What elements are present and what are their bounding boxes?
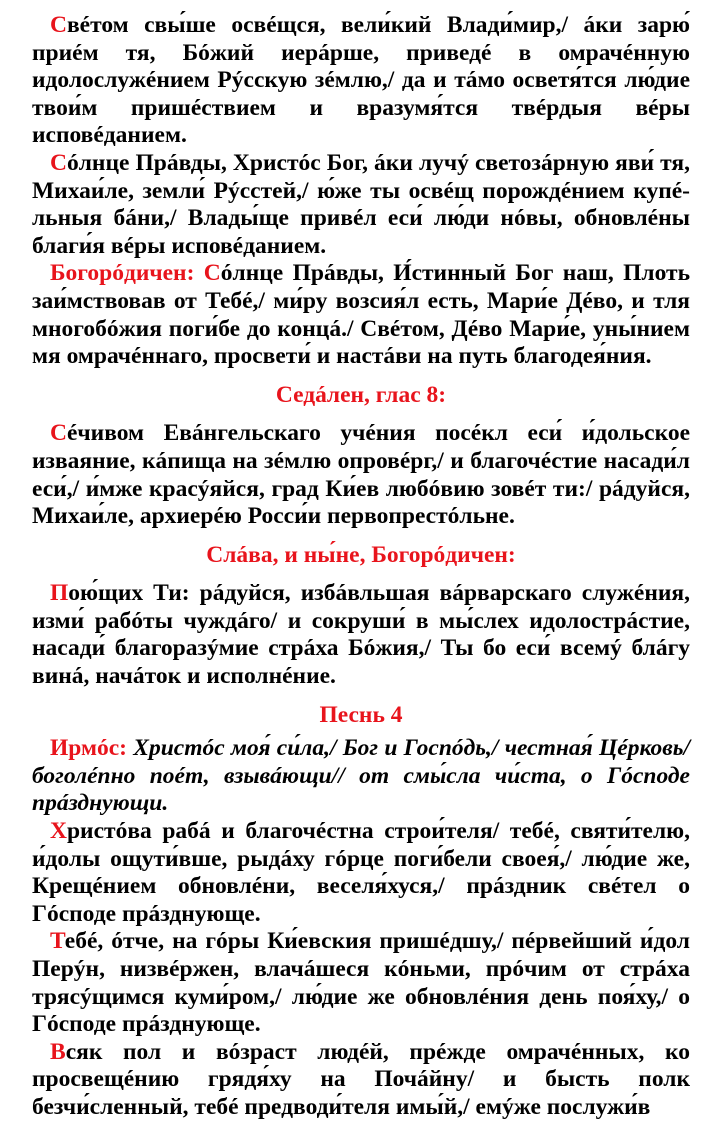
drop-initial: С	[50, 149, 67, 176]
paragraph-text: óлнце Прáвды, Христóс Бог, áки лучý светозáрную яви́ тя, Михаи́ле, земли́ Рýсстей,/ ю́же ты освéщ порождéнием купéльныя бáни,/ Влады́ще привéл еси́ лю́ди нóвы, обновлéны благи́я вéры исповéданием.	[32, 149, 690, 259]
paragraph-troparion-1	[32, 818, 690, 928]
rubric-label: Богорóдичен:	[50, 260, 195, 287]
drop-initial: Х	[50, 818, 67, 845]
section-heading-sedalen: Седáлен, глас 8:	[275, 381, 447, 408]
drop-initial: Т	[50, 928, 65, 955]
paragraph-troparion-2	[32, 928, 690, 1038]
paragraph-glory	[32, 580, 690, 690]
drop-initial: П	[50, 580, 69, 607]
paragraph-irmos	[32, 735, 690, 818]
irmos-text: Христóс моя́ си́ла,/ Бог и Госпóдь,/ честная́ Цéрковь/ боголéпно поéт, взывáющи// от смы́сла чи́ста, о Гóсподе прáзднующи.	[32, 735, 690, 817]
paragraph-theotokion	[32, 260, 690, 370]
drop-initial: С	[50, 420, 67, 447]
paragraph-text: ристóва рабá и благочéстна строи́теля/ тебé, святи́телю, и́долы ощути́вше, рыдáху гóрце поги́бели своея́,/ лю́дие же, Крещéнием обновлéни, веселя́хуся,/ прáздник свéтел о Гóсподе прáзднующе.	[32, 818, 690, 927]
drop-initial: С	[50, 12, 67, 38]
paragraph-sedalen	[32, 420, 690, 530]
rubric-label: Ирмóс:	[50, 735, 128, 762]
section-heading-glory: Слáва, и ны́не, Богорóдичен:	[206, 541, 516, 568]
paragraph-text: óлнце Прáвды, И́стинный Бог наш, Плоть заи́мствовав от Тебé,/ ми́ру возсия́л есть, Мари́е Дéво, и тля многобóжия поги́бе до концá./ Свéтом, Дéво Мари́е, уны́нием мя омрачéннаго, просвети́ и настáви на путь благодея́ния.	[32, 260, 691, 370]
section-heading-ode-4: Песнь 4	[319, 701, 403, 728]
paragraph-troparion-3	[32, 1039, 690, 1122]
paragraph-text: ою́щих Ти: рáдуйся, избáвльшая вáрварскаго служéния, изми́ рабóты чуждáго/ и сокруши́ в мы́слех идолострáстие, насади́ благоразýмие стрáха Бóжия,/ Ты бо еси́ всемý блáгу винá, начáток и исполнéние.	[32, 580, 690, 690]
drop-initial: С	[203, 260, 221, 287]
paragraph-1	[32, 12, 690, 150]
paragraph-text: сяк пол и вóзраст людéй, прéжде омрачéнных, ко просвещéнию грядя́ху на Почáйну/ и бысть полк безчи́сленный, тебé предводи́теля имы́й,/ емýже послужи́в	[32, 1038, 690, 1120]
paragraph-text: ебé, óтче, на гóры Ки́евския пришéдшу,/ пéрвейший и́дол Перýн, низвéржен, влачáшеся кóньми, прóчим от стрáха трясýщимся куми́ром,/ лю́дие же обновлéния день поя́ху,/ о Гóсподе прáзднующе.	[32, 928, 690, 1038]
paragraph-text: éчивом Евáнгельскаго учéния посéкл еси́ и́дольское изваяние, кáпища на зéмлю опровéрг,/ и благочéстие насади́л еси́,/ и́мже красýяйся, град Ки́ев любóвию зовéт ти:/ рáдуйся, Михаи́ле, архиерéю Росси́и первопрестóльне.	[32, 420, 690, 530]
paragraph-2	[32, 150, 690, 260]
drop-initial: В	[50, 1038, 66, 1065]
paragraph-text: вéтом свы́ше освéщся, вели́кий Влади́мир,/ áки зарю́ приéм тя, Бóжий иерáрше, приведé в омрачéнную идолослужéнием Рýсскую зéмлю,/ да и тáмо осветя́тся лю́дие твои́м пришéствием и вразумя́тся твéрдыя вéры исповéданием.	[32, 12, 690, 149]
